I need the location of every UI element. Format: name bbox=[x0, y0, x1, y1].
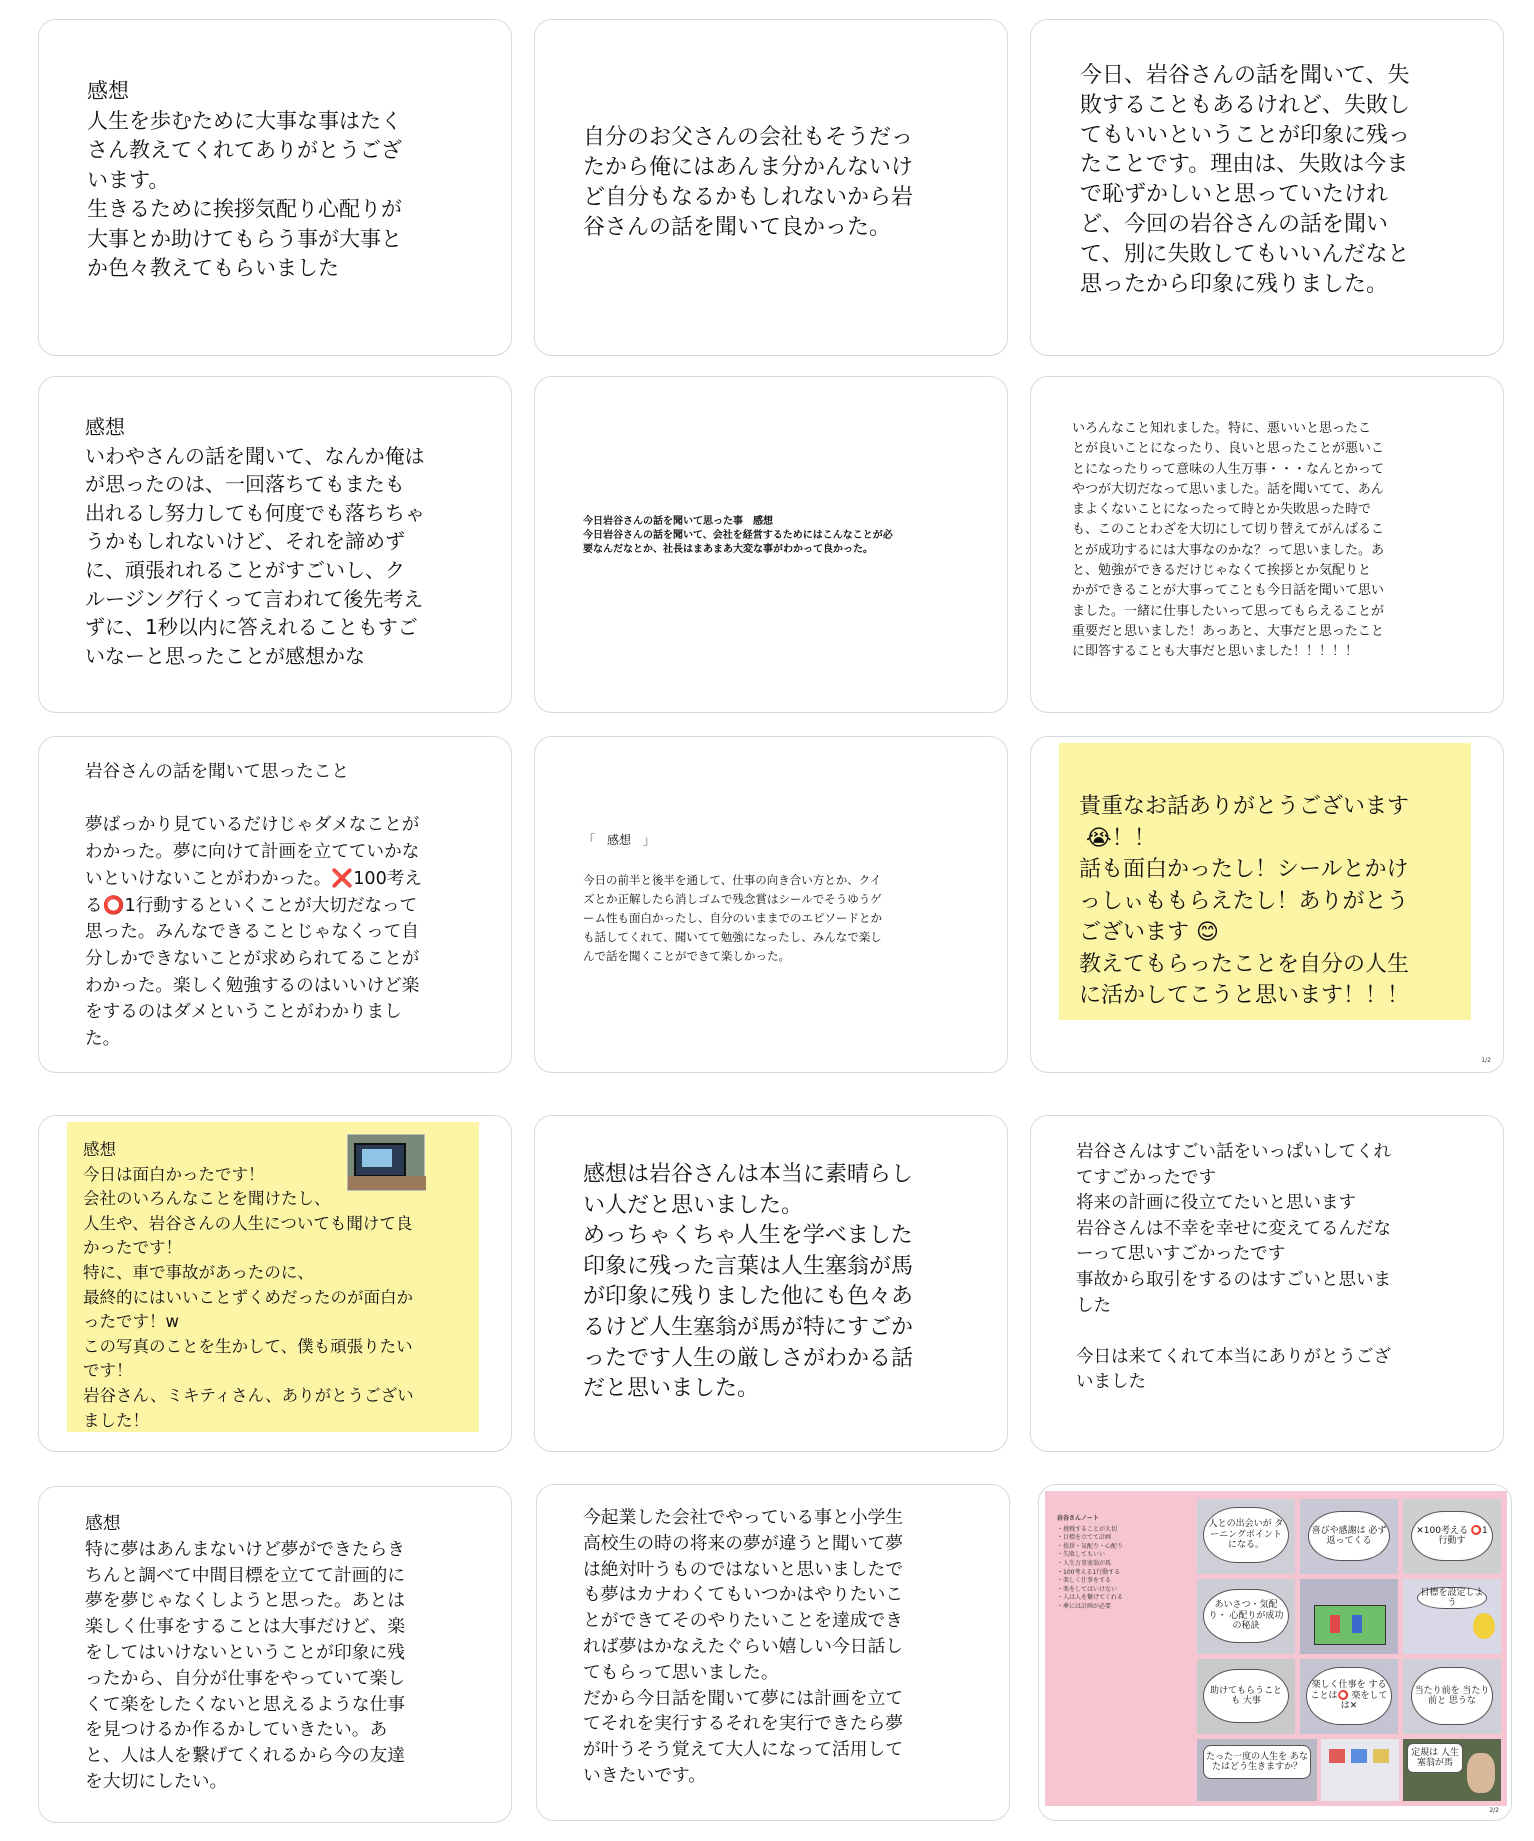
slide-caption: 当たり前を 当たり前と 思うな bbox=[1411, 1667, 1493, 1725]
comment-text: 感想は岩谷さんは本当に素晴らし い人だと思いました。 めっちゃくちゃ人生を学べました 印象に残った言葉は人生塞翁が馬 が印象に残りました他にも色々あ るけど人生塞翁が馬が特にすごか ったです人生の厳しさがわかる話 だと思いました。 bbox=[583, 1162, 914, 1402]
comment-card-11 bbox=[534, 1115, 1008, 1452]
comment-text: いろんなこと知れました。特に、悪いいと思ったこ とが良いことになったり、良いと思ったことが悪いこ とになったりって意味の人生万事・・・なんとかって やつが大切だなって思いました。話を聞いてて、あん まよくないことになったって時とか失敗思った時で も、このことわざを大切にして切り替えてがんばるこ とが成功するには大事なのかな？って思いました。あ と、勉強ができるだけじゃなくて挨拶とか気配りと かができることが大事ってことも今日話を聞いて思い ました。一緒に仕事したいって思ってもらえることが 重要だと思いました！あっあと、大事だと思ったこと に即答することも大事だと思いました！！！！！ bbox=[1072, 421, 1385, 660]
slide-thumb bbox=[1403, 1499, 1501, 1574]
comment-text: 自分のお父さんの会社もそうだっ たから俺にはあんま分かんないけ ど自分もなるかもしれないから岩 谷さんの話を聞いて良かった。 bbox=[583, 125, 914, 240]
slide-thumb bbox=[1403, 1579, 1501, 1654]
note-line: ・人は人を繋げてくれる bbox=[1057, 1594, 1124, 1602]
page-number: 1/2 bbox=[1481, 1057, 1491, 1064]
comment-text: 今日、岩谷さんの話を聞いて、失 敗することもあるけれど、失敗し てもいいということが印象に残っ たことです。理由は、失敗は今ま で恥ずかしいと思っていたけれ ど、今回の岩谷さんの話を聞い て、別に失敗してもいいんだなと 思ったから印象に残りました。 bbox=[1080, 63, 1411, 297]
slide-thumb bbox=[1403, 1739, 1501, 1801]
note-line: ・夢には計画が必要 bbox=[1057, 1602, 1112, 1610]
notes-column bbox=[1057, 1515, 1187, 1612]
comment-text: 岩谷さんの話を聞いて思ったこと 夢ばっかり見ているだけじゃダメなことが わかった。夢に向けて計画を立てていかな いといけないことがわかった。❌100考え る⭕1行動するといくことが大切だなって 思った。みんなできることじゃなくって自 分しかできないことが求められてることが わかった。楽しく勉強するのはいいけど楽 をするのはダメということがわかりまし た。 bbox=[85, 762, 422, 1050]
comment-text: 感想 特に夢はあんまないけど夢ができたらき ちんと調べて中間目標を立てて計画的に 夢を夢じゃなくしようと思った。あとは 楽しく仕事をすることは大事だけど、楽 をしてはいけないということが印象に残 ったから、自分が仕事をやっていて楽し くて楽をしたくないと思えるような仕事 を見つけるか作るかしていきたい。あ と、人は人を繋げてくれるから今の友達 を大切にしたい。 bbox=[85, 1513, 406, 1792]
comment-card-7 bbox=[38, 736, 512, 1073]
comment-card-2 bbox=[534, 19, 1008, 356]
comment-card-1 bbox=[38, 19, 512, 356]
notes-title: 岩谷さんノート bbox=[1057, 1515, 1099, 1522]
comment-text: 感想 人生を歩むために大事な事はたく さん教えてくれてありがとうござ います。 生きるために挨拶気配り心配りが 大事とか助けてもらう事が大事と か色々教えてもらいました bbox=[87, 79, 402, 280]
note-line: ・楽をしてはいけない bbox=[1057, 1585, 1118, 1593]
comment-card-6 bbox=[1030, 376, 1504, 713]
comment-card-15 bbox=[1038, 1484, 1512, 1821]
slide-thumb bbox=[1300, 1659, 1398, 1734]
slide-thumb bbox=[1197, 1739, 1317, 1801]
slide-caption: 楽しく仕事を することは⭕ 楽をしては✕ bbox=[1306, 1667, 1392, 1725]
collage-panel bbox=[1045, 1491, 1507, 1806]
slide-caption: 喜びや感謝は 必ず返ってくる bbox=[1308, 1511, 1390, 1561]
comment-card-8 bbox=[534, 736, 1008, 1073]
comment-card-14 bbox=[536, 1484, 1010, 1821]
note-line: ・挑戦することが大切 bbox=[1057, 1525, 1118, 1533]
slide-thumb bbox=[1403, 1659, 1501, 1734]
slide-thumb bbox=[1197, 1499, 1295, 1574]
page-number: 2/2 bbox=[1489, 1807, 1499, 1814]
comment-text: 感想 今日は面白かったです！ 会社のいろんなことを聞けたし、 人生や、岩谷さんの人生についても聞けて良 かったです！ 特に、車で事故があったのに、 最終的にはいいことずくめだったのが面白か ったです！w この写真のことを生かして、僕も頑張りたい です！ 岩谷さん、ミキティさん、ありがとうござい ました！ bbox=[83, 1140, 414, 1430]
comment-card-5 bbox=[534, 376, 1008, 713]
slide-thumb bbox=[1300, 1579, 1398, 1654]
slide-caption: 目標を設定しよう bbox=[1417, 1587, 1487, 1609]
comment-text: 貴重なお話ありがとうございます 😭！！ 話も面白かったし！シールとかけ っしぃももらえたし！ありがとう ございます 😊 教えてもらったことを自分の人生 に活かしてこうと思います！！！ bbox=[1079, 794, 1410, 1008]
slide-caption: ✕100考える ⭕1行動す bbox=[1411, 1511, 1493, 1561]
comment-text: 今日の前半と後半を通して、仕事の向き合い方とか、クイ ズとか正解したら消しゴムで残念賞はシールでそうゆうゲ ーム性も面白かったし、自分のいままでのエピソードとか も話してくれて、聞いてて勉強になったし、みんなで楽し んで話を聞くことができて楽しかった。 bbox=[583, 873, 882, 963]
note-line: ・挨拶・気配り・心配り bbox=[1057, 1542, 1124, 1550]
note-line: ・人生万事塞翁が馬 bbox=[1057, 1559, 1112, 1567]
slide-caption: あいさつ・気配り・ 心配りが成功の秘訣 bbox=[1203, 1589, 1289, 1643]
comment-title: 「 感想 」 bbox=[583, 833, 656, 847]
note-line: ・目標を立てて計画 bbox=[1057, 1534, 1112, 1542]
slide-thumb bbox=[1300, 1499, 1398, 1574]
comment-card-12 bbox=[1030, 1115, 1504, 1452]
slide-caption: 助けてもらうことも 大事 bbox=[1203, 1669, 1289, 1723]
slide-caption: たった一度の人生を あなたはどう生きますか？ bbox=[1203, 1745, 1311, 1779]
slide-caption: 人との出会いが ターニングポイント になる。 bbox=[1203, 1507, 1289, 1563]
comment-card-9 bbox=[1030, 736, 1504, 1073]
note-line: ・100考える1行動する bbox=[1057, 1568, 1121, 1576]
note-line: ・失敗してもいい bbox=[1057, 1551, 1106, 1559]
slide-thumb bbox=[1197, 1579, 1295, 1654]
comment-text: 今日岩谷さんの話を聞いて思った事 感想 今日岩谷さんの話を聞いて、会社を経営するためにはこんなことが必 要なんだなとか、社長はまあまあ大変な事がわかって良かった。 bbox=[583, 516, 893, 555]
comment-text: 感想 いわやさんの話を聞いて、なんか俺は が思ったのは、一回落ちてもまたも 出れるし努力しても何度でも落ちちゃ うかもしれないけど、それを諦めず に、頑張れれることがすごいし、ク ルージング行くって言われて後先考え ずに、1秒以内に答えれることもすご いなーと思ったことが感想かな bbox=[85, 415, 425, 668]
comment-card-3 bbox=[1030, 19, 1504, 356]
comment-card-4 bbox=[38, 376, 512, 713]
note-line: ・楽しく仕事をする bbox=[1057, 1577, 1112, 1585]
comment-text: 今起業した会社でやっている事と小学生 高校生の時の将来の夢が違うと聞いて夢 は絶対叶うものではないと思いましたで も夢はカナわくてもいつかはやりたいこ とができてそのやりたいことを達成でき れば夢はかなえたぐらい嬉しい今日話し てもらって思いました。 だから今日話を聞いて夢には計画を立て てそれを実行するそれを実行できたら夢 が叶うそう覚えて大人になって活用して いきたいです。 bbox=[583, 1507, 904, 1786]
slide-thumb bbox=[1321, 1739, 1399, 1801]
comment-card-13 bbox=[38, 1486, 512, 1823]
slide-thumb bbox=[1197, 1659, 1295, 1734]
comment-card-10 bbox=[38, 1115, 512, 1452]
slide-caption: 定規は 人生塞翁が馬 bbox=[1407, 1743, 1463, 1773]
comment-text: 岩谷さんはすごい話をいっぱいしてくれ てすごかったです 将来の計画に役立てたいと思います 岩谷さんは不幸を幸せに変えてるんだな ーって思いすごかったです 事故から取引をするのはすごいと思いま した 今日は来てくれて本当にありがとうござ いました bbox=[1076, 1142, 1391, 1393]
